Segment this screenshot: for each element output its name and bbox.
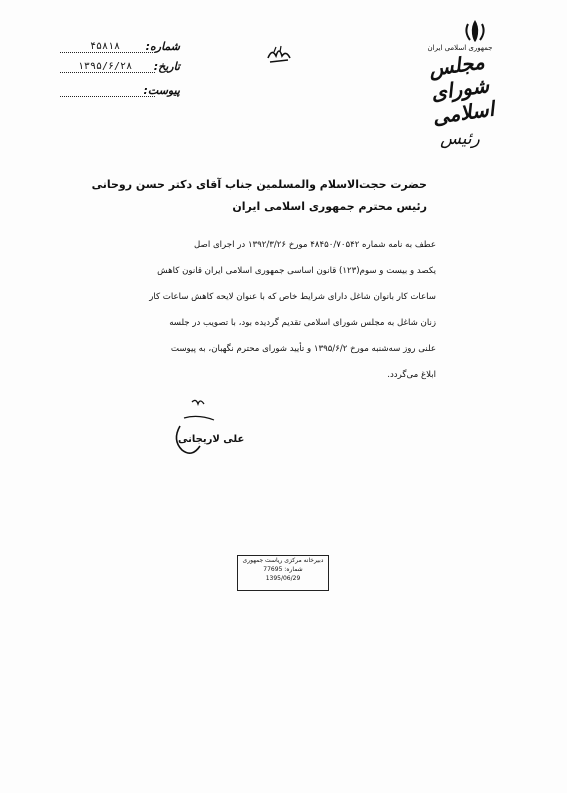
body-line: علنی روز سه‌شنبه مورخ ۱۳۹۵/۶/۲ و تأیید شورای محترم نگهبان، به پیوست [170,344,436,354]
letter-number-label: شماره: [145,40,180,53]
handwritten-signature [170,396,226,458]
stamp-number: شماره: 77695 [263,566,303,573]
letter-date-value: ۱۳۹۵/۶/۲۸ [77,61,133,72]
addressee-title: رئیس محترم جمهوری اسلامی ایران [232,200,427,213]
stamp-date: 1395/06/29 [265,575,301,582]
body-line: زنان شاغل به مجلس شورای اسلامی تقدیم گردیده بود، با تصویب در جلسه [169,318,436,328]
stamp-office: دبیرخانه مرکزی ریاست جمهوری [242,557,324,564]
letter-body [110,238,436,394]
letter-attachment-line [60,96,155,97]
letter-attachment-field [60,84,180,100]
body-line: یکصد و بیست و سوم(۱۲۳) قانون اساسی جمهوری اسلامی ایران قانون کاهش [157,266,436,276]
organization-name: مجلس شورای اسلامی [427,49,496,129]
organization-block [405,44,515,149]
letter-attachment-label: پیوست: [143,84,180,97]
letter-date-field [60,60,180,76]
bismillah-calligraphy [266,44,292,66]
emblem-icon [462,18,488,44]
letter-number-field [60,40,180,56]
registration-stamp [237,555,329,591]
sender-title: رئیس [440,129,480,149]
letter-date-label: تاریخ: [153,60,180,73]
addressee-name: حضرت حجت‌الاسلام والمسلمین جناب آقای دکتر حسن روحانی [91,178,427,191]
signatory-name: علی لاریجانی [178,434,245,445]
body-line: ساعات کار بانوان شاغل دارای شرایط خاص که با عنوان لایحه کاهش ساعات کار [149,292,436,302]
republic-line: جمهوری اسلامی ایران [427,44,493,52]
body-line: عطف به نامه شماره ۴۸۴۵۰/۷۰۵۴۲ مورخ ۱۳۹۲/۳/۲۶ در اجرای اصل [194,240,436,250]
letter-number-value: ۴۵۸۱۸ [89,41,121,52]
letter-date-line [60,72,155,73]
body-line: ابلاغ می‌گردد. [387,370,436,380]
letter-number-line [60,52,155,53]
